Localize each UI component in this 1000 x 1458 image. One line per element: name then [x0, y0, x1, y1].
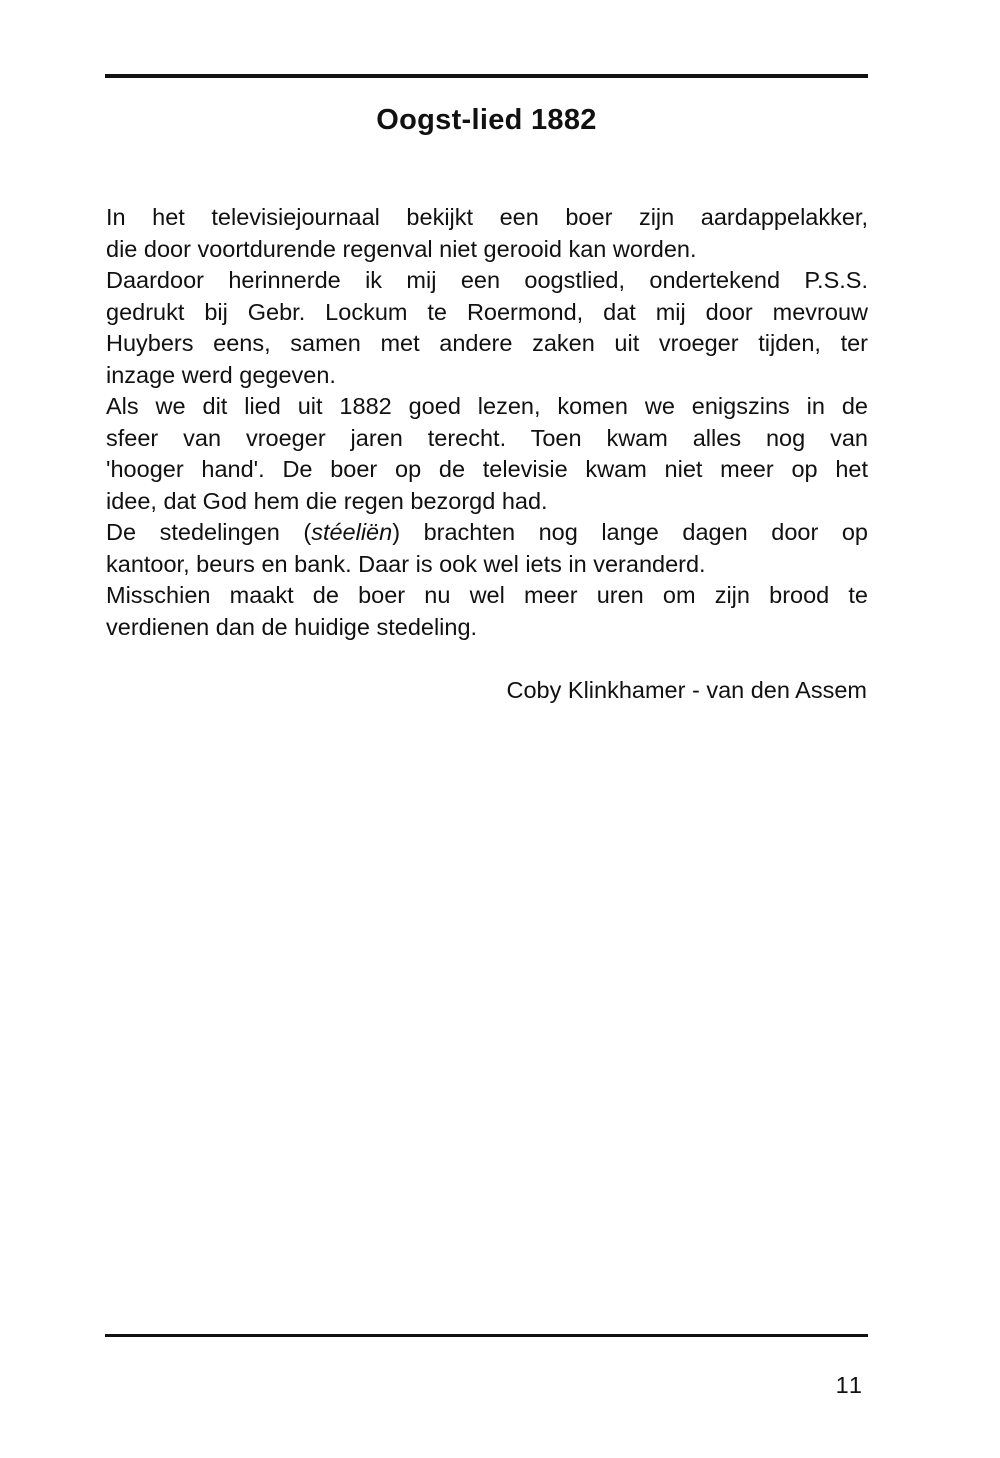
text-line: In het televisiejournaal bekijkt een boer zijn aardappelakker, [106, 204, 868, 230]
dialect-word: stéeliën [311, 519, 393, 545]
text-line: idee, dat God hem die regen bezorgd had. [106, 487, 548, 514]
text-line: verdienen dan de huidige stedeling. [106, 613, 478, 640]
bottom-rule [105, 1334, 868, 1337]
page-title: Oogst-lied 1882 [376, 104, 597, 136]
text-segment: De stedelingen ( [106, 519, 312, 545]
text-line: gedrukt bij Gebr. Lockum te Roermond, dat mij door mevrouw [106, 298, 868, 325]
text-line-with-dialect-word [106, 517, 868, 549]
page-number: 11 [835, 1372, 864, 1398]
text-line: Misschien maakt de boer nu wel meer uren om zijn brood te [106, 582, 868, 608]
text-line: sfeer van vroeger jaren terecht. Toen kwam alles nog van [106, 424, 868, 451]
body-text [106, 202, 868, 643]
text-line: inzage werd gegeven. [106, 361, 336, 388]
top-rule [105, 74, 868, 78]
text-line: die door voortdurende regenval niet gerooid kan worden. [106, 235, 697, 262]
text-line: 'hooger hand'. De boer op de televisie kwam niet meer op het [106, 456, 868, 482]
author-signature: Coby Klinkhamer - van den Assem [506, 677, 867, 703]
text-line: Huybers eens, samen met andere zaken uit vroeger tijden, ter [106, 330, 868, 356]
text-line: Daardoor herinnerde ik mij een oogstlied, ondertekend P.S.S. [106, 267, 868, 293]
text-segment: ) brachten nog lange dagen door op [392, 519, 868, 545]
text-line: kantoor, beurs en bank. Daar is ook wel iets in veranderd. [106, 550, 706, 577]
text-line: Als we dit lied uit 1882 goed lezen, komen we enigszins in de [106, 393, 868, 419]
